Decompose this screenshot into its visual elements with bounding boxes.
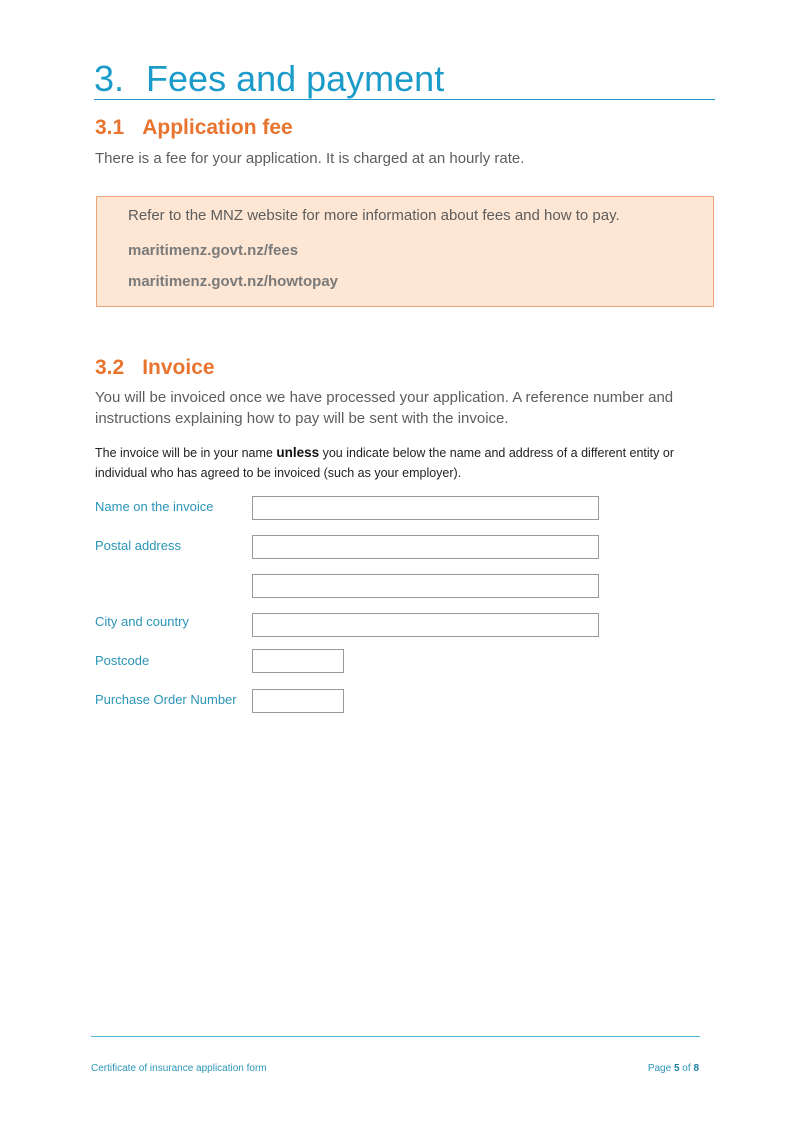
page-current: 5: [673, 1063, 680, 1074]
heading-text: Invoice: [142, 356, 215, 379]
purchase-order-input[interactable]: [252, 689, 344, 713]
instructions-part-2: you indicate below the name and address of a different entity or individual who has agreed to be invoiced (such as your employer).: [95, 446, 674, 480]
page-total: 8: [693, 1063, 699, 1074]
city-country-label: City and country: [95, 614, 189, 629]
postcode-input[interactable]: [252, 649, 344, 673]
instructions-emphasis: unless: [276, 445, 320, 460]
notice-text: Refer to the MNZ website for more information about fees and how to pay.: [128, 207, 620, 224]
heading-application-fee: [95, 116, 293, 140]
fees-link[interactable]: maritimenz.govt.nz/fees: [128, 242, 299, 259]
application-fee-intro: There is a fee for your application. It is charged at an hourly rate.: [95, 150, 525, 167]
instructions-part-1: The invoice will be in your name: [95, 446, 277, 460]
invoice-instructions: [95, 443, 705, 483]
city-country-input[interactable]: [252, 613, 599, 637]
heading-text: Application fee: [142, 116, 293, 139]
postal-address-line-2-input[interactable]: [252, 574, 599, 598]
heading-number: 3.1: [95, 116, 125, 139]
footer-divider: [91, 1036, 700, 1037]
fees-notice-box: [96, 196, 714, 307]
heading-invoice: [95, 356, 215, 380]
howtopay-link[interactable]: maritimenz.govt.nz/howtopay: [128, 273, 339, 290]
postcode-label: Postcode: [95, 653, 150, 668]
purchase-order-label: Purchase Order Number: [95, 692, 237, 707]
name-on-invoice-label: Name on the invoice: [95, 499, 214, 514]
page-prefix: Page: [647, 1063, 674, 1074]
postal-address-label: Postal address: [95, 538, 181, 553]
postal-address-line-1-input[interactable]: [252, 535, 599, 559]
footer-form-name: Certificate of insurance application form: [91, 1063, 267, 1074]
heading-number: 3.2: [95, 356, 125, 379]
section-title: Fees and payment: [146, 58, 445, 99]
name-on-invoice-input[interactable]: [252, 496, 599, 520]
title-divider: [94, 99, 715, 100]
page-title: [94, 58, 444, 100]
page-of: of: [679, 1063, 694, 1074]
invoice-intro: You will be invoiced once we have processed your application. A reference number and instructions explaining how to pay will be sent with the invoice.: [95, 389, 674, 427]
section-number: 3.: [94, 58, 125, 99]
page-indicator: [620, 1063, 699, 1074]
